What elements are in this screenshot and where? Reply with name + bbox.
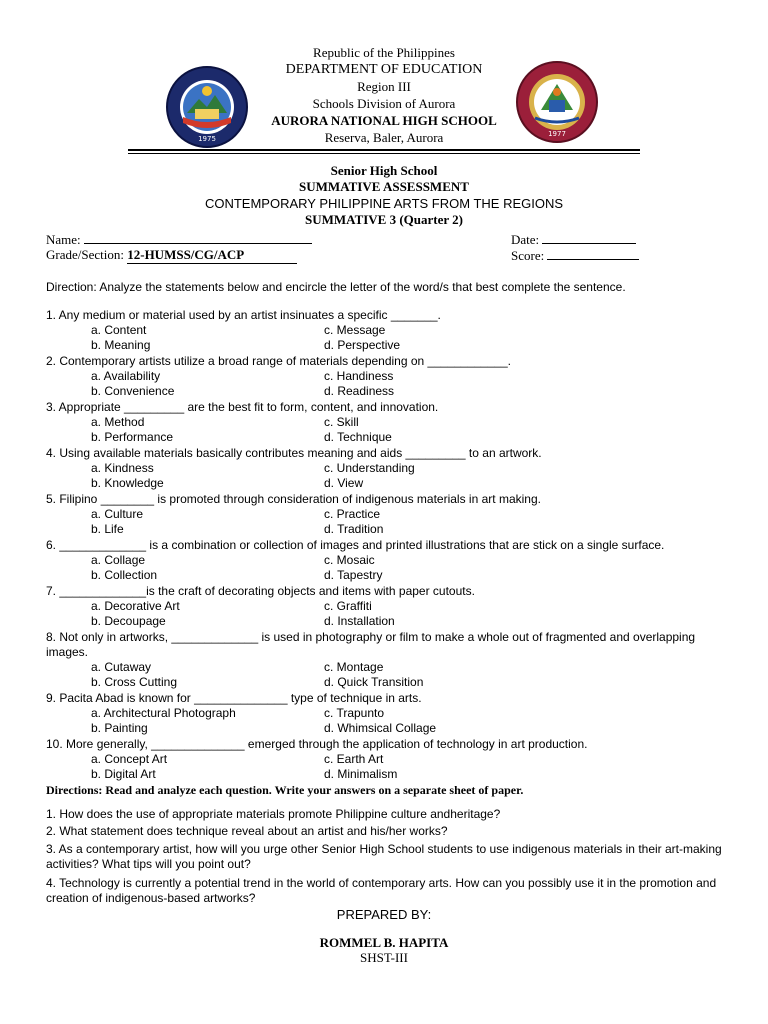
header-deped: DEPARTMENT OF EDUCATION	[285, 62, 483, 77]
essay-question-4: 4. Technology is currently a potential trend in the world of contemporary arts. How can you possibly use it in the promotion and creation of indigenous-based artworks?	[46, 876, 717, 905]
header-republic: Republic of the Philippines	[313, 45, 455, 60]
question-10-option[interactable]: a. Concept Art	[91, 752, 168, 766]
question-9-option[interactable]: b. Painting	[91, 721, 148, 735]
question-6-option[interactable]: b. Collection	[91, 568, 158, 582]
question-3-option[interactable]: d. Technique	[324, 430, 392, 444]
question-9: 9. Pacita Abad is known for ______________ type of technique in arts.	[46, 691, 422, 705]
direction-essay: Directions: Read and analyze each question. Write your answers on a separate sheet of paper.	[46, 783, 524, 797]
question-10: 10. More generally, ______________ emerged through the application of technology in art production.	[46, 737, 588, 751]
question-2-option[interactable]: d. Readiness	[324, 384, 395, 398]
preparer-position: SHST-III	[360, 950, 408, 965]
question-8-option[interactable]: c. Montage	[324, 660, 384, 674]
question-10-option[interactable]: d. Minimalism	[324, 767, 398, 781]
header-rule-thick	[128, 149, 640, 151]
left-seal-year: 1975	[198, 135, 216, 143]
header-rule-thin	[128, 153, 640, 154]
question-5: 5. Filipino ________ is promoted through consideration of indigenous materials in art making.	[46, 492, 541, 506]
question-2-option[interactable]: b. Convenience	[91, 384, 175, 398]
question-2: 2. Contemporary artists utilize a broad range of materials depending on ____________.	[46, 354, 511, 368]
question-9-option[interactable]: d. Whimsical Collage	[324, 721, 437, 735]
header-address: Reserva, Baler, Aurora	[324, 130, 444, 145]
question-4: 4. Using available materials basically contributes meaning and aids _________ to an artwork.	[46, 446, 542, 460]
question-3-option[interactable]: c. Skill	[324, 415, 359, 429]
direction-multiple-choice: Direction: Analyze the statements below and encircle the letter of the word/s that best complete the sentence.	[46, 280, 626, 294]
question-5-option[interactable]: b. Life	[91, 522, 124, 536]
grade-value[interactable]: 12-HUMSS/CG/ACP	[127, 247, 297, 264]
score-label: Score:	[511, 248, 545, 263]
question-3: 3. Appropriate _________ are the best fit to form, content, and innovation.	[46, 400, 439, 414]
date-label: Date:	[511, 232, 540, 247]
title-level: Senior High School	[330, 163, 438, 178]
title-subject: CONTEMPORARY PHILIPPINE ARTS FROM THE REGIONS	[204, 196, 564, 211]
question-1: 1. Any medium or material used by an artist insinuates a specific _______.	[46, 308, 441, 322]
question-4-option[interactable]: b. Knowledge	[91, 476, 164, 490]
question-8-option[interactable]: d. Quick Transition	[324, 675, 424, 689]
question-10-option[interactable]: c. Earth Art	[324, 752, 384, 766]
preparer-name: ROMMEL B. HAPITA	[319, 935, 449, 950]
question-6: 6. _____________ is a combination or collection of images and printed illustrations that are stick on a single surface.	[46, 538, 665, 552]
question-1-option[interactable]: b. Meaning	[91, 338, 151, 352]
question-7-option[interactable]: a. Decorative Art	[91, 599, 180, 613]
question-8-option[interactable]: a. Cutaway	[91, 660, 152, 674]
question-7-option[interactable]: c. Graffiti	[324, 599, 372, 613]
question-1-option[interactable]: a. Content	[91, 323, 147, 337]
header-division: Schools Division of Aurora	[312, 96, 456, 111]
name-blank[interactable]	[84, 231, 312, 244]
question-8: 8. Not only in artworks, _____________ is used in photography or film to make a whole out of fragmented and overlapping images.	[46, 630, 696, 659]
question-2-option[interactable]: c. Handiness	[324, 369, 394, 383]
essay-question-3: 3. As a contemporary artist, how will you urge other Senior High School students to use indigenous materials in their art-making activities? What tips will you point out?	[46, 842, 722, 871]
title-assessment: SUMMATIVE ASSESSMENT	[299, 179, 469, 194]
question-2-option[interactable]: a. Availability	[91, 369, 161, 383]
question-4-option[interactable]: c. Understanding	[324, 461, 415, 475]
question-10-option[interactable]: b. Digital Art	[91, 767, 156, 781]
question-9-option[interactable]: c. Trapunto	[324, 706, 385, 720]
question-5-option[interactable]: d. Tradition	[324, 522, 384, 536]
question-4-option[interactable]: a. Kindness	[91, 461, 154, 475]
question-8-option[interactable]: b. Cross Cutting	[91, 675, 178, 689]
header-region: Region III	[357, 79, 411, 94]
right-seal-year: 1977	[548, 130, 566, 138]
question-7-option[interactable]: b. Decoupage	[91, 614, 166, 628]
question-1-option[interactable]: d. Perspective	[324, 338, 401, 352]
name-field[interactable]	[46, 231, 312, 248]
name-label: Name:	[46, 232, 81, 247]
prepared-by-label: PREPARED BY:	[336, 907, 432, 922]
question-7-option[interactable]: d. Installation	[324, 614, 395, 628]
question-9-option[interactable]: a. Architectural Photograph	[91, 706, 236, 720]
question-5-option[interactable]: a. Culture	[91, 507, 144, 521]
question-4-option[interactable]: d. View	[324, 476, 364, 490]
question-6-option[interactable]: d. Tapestry	[324, 568, 383, 582]
question-6-option[interactable]: a. Collage	[91, 553, 146, 567]
score-blank[interactable]	[547, 247, 639, 260]
header-school: AURORA NATIONAL HIGH SCHOOL	[271, 113, 497, 128]
question-3-option[interactable]: b. Performance	[91, 430, 174, 444]
question-7: 7. _____________is the craft of decorating objects and items with paper cutouts.	[46, 584, 475, 598]
date-blank[interactable]	[542, 231, 636, 244]
question-5-option[interactable]: c. Practice	[324, 507, 381, 521]
essay-question-2: 2. What statement does technique reveal about an artist and his/her works?	[46, 824, 448, 838]
date-field[interactable]	[511, 231, 636, 248]
question-3-option[interactable]: a. Method	[91, 415, 145, 429]
question-6-option[interactable]: c. Mosaic	[324, 553, 375, 567]
grade-field[interactable]	[46, 247, 297, 264]
title-summative: SUMMATIVE 3 (Quarter 2)	[304, 212, 464, 227]
score-field[interactable]	[511, 247, 639, 264]
essay-question-1: 1. How does the use of appropriate materials promote Philippine culture andheritage?	[46, 807, 501, 821]
question-1-option[interactable]: c. Message	[324, 323, 386, 337]
grade-label: Grade/Section:	[46, 247, 124, 262]
